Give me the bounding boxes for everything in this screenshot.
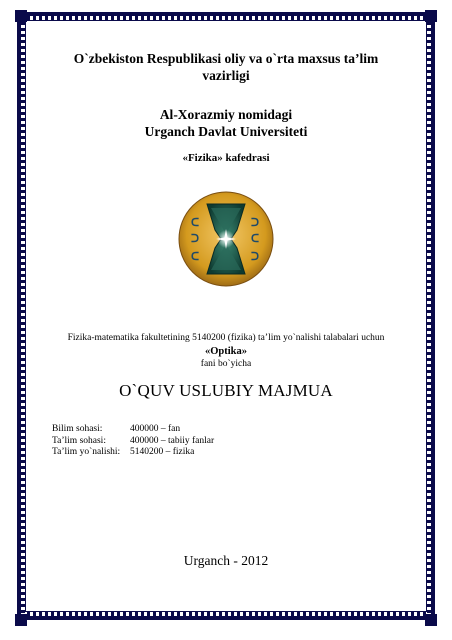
subject-name: «Optika» — [204, 346, 247, 357]
info-value: 400000 – fan — [130, 424, 181, 434]
info-list — [52, 424, 214, 459]
info-key: Bilim sohasi: — [52, 424, 103, 434]
svg-text:ᑐ: ᑐ — [251, 251, 260, 263]
intro-line-3: fani bo`yicha — [200, 359, 252, 369]
corner-ornament-tl — [15, 10, 27, 22]
info-row — [52, 424, 214, 436]
info-key: Ta’lim sohasi: — [52, 435, 106, 446]
university-heading — [30, 106, 422, 140]
info-value: 5140200 – fizika — [130, 447, 195, 457]
corner-ornament-br — [425, 614, 437, 626]
svg-text:ᑕ: ᑕ — [251, 233, 260, 245]
info-value: 400000 – tabiiy fanlar — [130, 435, 215, 446]
ministry-line-2: vazirligi — [202, 68, 250, 83]
border-pattern-bottom — [21, 612, 431, 616]
intro-line-1: Fizika-matematika fakultetining 5140200 (fizika) ta’lim yo`nalishi talabalari uchun — [67, 333, 385, 343]
document-title: O`QUV USLUBIY MAJMUA — [119, 381, 333, 400]
svg-text:ᑕ: ᑕ — [191, 217, 200, 229]
info-row — [52, 447, 214, 459]
svg-text:ᑕ: ᑕ — [191, 251, 200, 263]
university-line-2: Urganch Davlat Universiteti — [144, 124, 308, 139]
corner-ornament-tr — [425, 10, 437, 22]
department-name: «Fizika» kafedrasi — [182, 152, 270, 164]
svg-text:ᑐ: ᑐ — [251, 217, 260, 229]
university-line-1: Al-Xorazmiy nomidagi — [159, 107, 293, 122]
place-year: Urganch - 2012 — [183, 553, 269, 568]
ministry-heading — [30, 50, 422, 84]
info-key: Ta’lim yo`nalishi: — [52, 447, 121, 457]
intro-block — [30, 332, 422, 371]
info-row — [52, 436, 214, 448]
university-emblem-icon — [177, 190, 275, 288]
corner-ornament-bl — [15, 614, 27, 626]
ministry-line-1: O`zbekiston Respublikasi oliy va o`rta maxsus ta’lim — [73, 51, 379, 66]
border-pattern-right — [427, 16, 431, 616]
svg-text:ᑐ: ᑐ — [191, 233, 200, 245]
